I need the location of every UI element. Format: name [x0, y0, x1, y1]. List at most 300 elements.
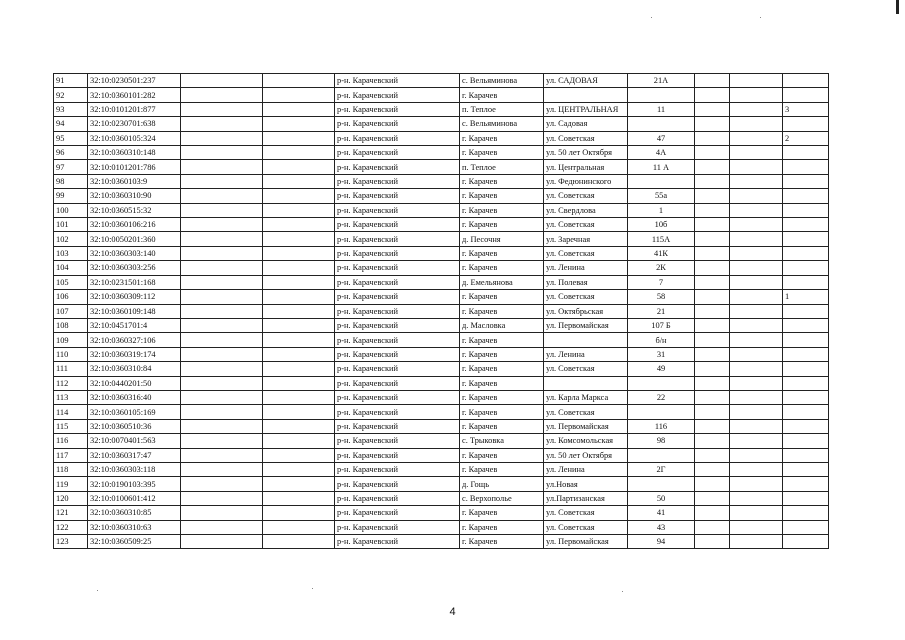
empty-cell — [263, 261, 335, 275]
house-number: 49 — [628, 362, 695, 376]
district: р-н. Карачевский — [335, 362, 460, 376]
street: ул. Свердлова — [544, 203, 628, 217]
empty-cell — [695, 462, 730, 476]
empty-cell — [695, 189, 730, 203]
empty-cell — [263, 232, 335, 246]
empty-cell — [263, 290, 335, 304]
scan-speck — [760, 17, 761, 18]
cadastral-number: 32:10:0101201:877 — [88, 102, 181, 116]
empty-cell — [730, 246, 783, 260]
extra-value — [783, 174, 829, 188]
district: р-н. Карачевский — [335, 448, 460, 462]
empty-cell — [263, 434, 335, 448]
empty-cell — [181, 131, 263, 145]
locality: г. Карачев — [460, 333, 544, 347]
table-row — [54, 275, 829, 289]
row-number: 109 — [54, 333, 88, 347]
extra-value — [783, 462, 829, 476]
empty-cell — [181, 520, 263, 534]
empty-cell — [263, 419, 335, 433]
cadastral-number: 32:10:0230501:237 — [88, 74, 181, 88]
empty-cell — [730, 160, 783, 174]
empty-cell — [730, 189, 783, 203]
house-number — [628, 448, 695, 462]
empty-cell — [263, 506, 335, 520]
street: ул. Советская — [544, 520, 628, 534]
extra-value — [783, 491, 829, 505]
street: ул. Советская — [544, 290, 628, 304]
empty-cell — [181, 318, 263, 332]
house-number — [628, 174, 695, 188]
empty-cell — [695, 376, 730, 390]
table-row — [54, 535, 829, 549]
extra-value — [783, 88, 829, 102]
house-number: 50 — [628, 491, 695, 505]
empty-cell — [695, 535, 730, 549]
extra-value — [783, 304, 829, 318]
empty-cell — [695, 333, 730, 347]
row-number: 94 — [54, 117, 88, 131]
empty-cell — [181, 218, 263, 232]
locality: с. Верхополье — [460, 491, 544, 505]
cadastral-number: 32:10:0360510:36 — [88, 419, 181, 433]
empty-cell — [263, 333, 335, 347]
street: ул. Советская — [544, 246, 628, 260]
empty-cell — [181, 246, 263, 260]
street: ул. Первомайская — [544, 318, 628, 332]
cadastral-number: 32:10:0360327:106 — [88, 333, 181, 347]
street: ул. Центральная — [544, 160, 628, 174]
locality: д. Емельянова — [460, 275, 544, 289]
empty-cell — [730, 362, 783, 376]
empty-cell — [730, 74, 783, 88]
house-number: 7 — [628, 275, 695, 289]
district: р-н. Карачевский — [335, 419, 460, 433]
locality: г. Карачев — [460, 290, 544, 304]
empty-cell — [263, 448, 335, 462]
district: р-н. Карачевский — [335, 189, 460, 203]
table-row — [54, 160, 829, 174]
cadastral-number: 32:10:0360105:324 — [88, 131, 181, 145]
house-number: 2К — [628, 261, 695, 275]
locality: г. Карачев — [460, 203, 544, 217]
district: р-н. Карачевский — [335, 376, 460, 390]
empty-cell — [263, 131, 335, 145]
street: ул. Полевая — [544, 275, 628, 289]
locality: г. Карачев — [460, 261, 544, 275]
empty-cell — [695, 117, 730, 131]
street: ул. ЦЕНТРАЛЬНАЯ — [544, 102, 628, 116]
table-row — [54, 477, 829, 491]
row-number: 110 — [54, 347, 88, 361]
empty-cell — [695, 218, 730, 232]
empty-cell — [695, 261, 730, 275]
table-row — [54, 117, 829, 131]
house-number: 98 — [628, 434, 695, 448]
house-number — [628, 376, 695, 390]
empty-cell — [181, 333, 263, 347]
page-number: 4 — [449, 606, 456, 618]
row-number: 92 — [54, 88, 88, 102]
empty-cell — [263, 102, 335, 116]
extra-value — [783, 261, 829, 275]
empty-cell — [730, 203, 783, 217]
row-number: 106 — [54, 290, 88, 304]
street: ул. Комсомольская — [544, 434, 628, 448]
house-number: 1 — [628, 203, 695, 217]
empty-cell — [730, 506, 783, 520]
scan-speck — [651, 17, 652, 18]
empty-cell — [695, 102, 730, 116]
house-number: 41 — [628, 506, 695, 520]
table-row — [54, 448, 829, 462]
street: ул. Федюнинского — [544, 174, 628, 188]
extra-value — [783, 419, 829, 433]
locality: г. Карачев — [460, 520, 544, 534]
empty-cell — [695, 232, 730, 246]
row-number: 119 — [54, 477, 88, 491]
locality: п. Теплое — [460, 102, 544, 116]
extra-value: 1 — [783, 290, 829, 304]
registry-table — [53, 73, 829, 549]
empty-cell — [263, 189, 335, 203]
empty-cell — [695, 290, 730, 304]
extra-value — [783, 203, 829, 217]
empty-cell — [730, 434, 783, 448]
extra-value — [783, 333, 829, 347]
cadastral-number: 32:10:0451701:4 — [88, 318, 181, 332]
cadastral-number: 32:10:0070401:563 — [88, 434, 181, 448]
row-number: 107 — [54, 304, 88, 318]
district: р-н. Карачевский — [335, 203, 460, 217]
house-number: 21 — [628, 304, 695, 318]
table-row — [54, 174, 829, 188]
house-number: 41К — [628, 246, 695, 260]
empty-cell — [730, 232, 783, 246]
extra-value — [783, 448, 829, 462]
row-number: 101 — [54, 218, 88, 232]
district: р-н. Карачевский — [335, 290, 460, 304]
empty-cell — [730, 218, 783, 232]
street: ул. Советская — [544, 189, 628, 203]
cadastral-number: 32:10:0360319:174 — [88, 347, 181, 361]
row-number: 98 — [54, 174, 88, 188]
locality: г. Карачев — [460, 304, 544, 318]
empty-cell — [263, 347, 335, 361]
district: р-н. Карачевский — [335, 174, 460, 188]
empty-cell — [695, 405, 730, 419]
extra-value: 2 — [783, 131, 829, 145]
empty-cell — [181, 189, 263, 203]
district: р-н. Карачевский — [335, 304, 460, 318]
district: р-н. Карачевский — [335, 477, 460, 491]
table-row — [54, 146, 829, 160]
registry-body — [54, 74, 829, 549]
locality: с. Трыковка — [460, 434, 544, 448]
table-row — [54, 304, 829, 318]
cadastral-number: 32:10:0360509:25 — [88, 535, 181, 549]
extra-value — [783, 160, 829, 174]
table-row — [54, 246, 829, 260]
house-number — [628, 477, 695, 491]
empty-cell — [730, 275, 783, 289]
empty-cell — [730, 390, 783, 404]
empty-cell — [730, 333, 783, 347]
empty-cell — [181, 304, 263, 318]
empty-cell — [730, 520, 783, 534]
locality: г. Карачев — [460, 390, 544, 404]
empty-cell — [181, 146, 263, 160]
empty-cell — [181, 477, 263, 491]
district: р-н. Карачевский — [335, 218, 460, 232]
locality: с. Вельяминова — [460, 117, 544, 131]
cadastral-number: 32:10:0050201:360 — [88, 232, 181, 246]
empty-cell — [695, 318, 730, 332]
district: р-н. Карачевский — [335, 74, 460, 88]
table-row — [54, 347, 829, 361]
house-number: 11 А — [628, 160, 695, 174]
house-number: 47 — [628, 131, 695, 145]
scan-speck — [97, 590, 98, 591]
extra-value — [783, 117, 829, 131]
empty-cell — [263, 160, 335, 174]
house-number — [628, 88, 695, 102]
empty-cell — [181, 174, 263, 188]
cadastral-number: 32:10:0190103:395 — [88, 477, 181, 491]
extra-value — [783, 376, 829, 390]
district: р-н. Карачевский — [335, 131, 460, 145]
district: р-н. Карачевский — [335, 491, 460, 505]
empty-cell — [263, 203, 335, 217]
house-number: 11 — [628, 102, 695, 116]
cadastral-number: 32:10:0360105:169 — [88, 405, 181, 419]
street — [544, 333, 628, 347]
empty-cell — [730, 448, 783, 462]
row-number: 96 — [54, 146, 88, 160]
table-row — [54, 290, 829, 304]
empty-cell — [263, 462, 335, 476]
extra-value — [783, 146, 829, 160]
empty-cell — [730, 174, 783, 188]
empty-cell — [695, 491, 730, 505]
empty-cell — [181, 261, 263, 275]
district: р-н. Карачевский — [335, 405, 460, 419]
district: р-н. Карачевский — [335, 535, 460, 549]
extra-value — [783, 246, 829, 260]
house-number: 115А — [628, 232, 695, 246]
row-number: 95 — [54, 131, 88, 145]
street: ул. Советская — [544, 506, 628, 520]
empty-cell — [181, 390, 263, 404]
locality: с. Вельяминова — [460, 74, 544, 88]
locality: г. Карачев — [460, 419, 544, 433]
table-row — [54, 362, 829, 376]
street: ул. Ленина — [544, 462, 628, 476]
empty-cell — [263, 318, 335, 332]
district: р-н. Карачевский — [335, 520, 460, 534]
house-number: 55а — [628, 189, 695, 203]
cadastral-number: 32:10:0360310:63 — [88, 520, 181, 534]
empty-cell — [263, 390, 335, 404]
extra-value — [783, 506, 829, 520]
cadastral-number: 32:10:0360303:256 — [88, 261, 181, 275]
empty-cell — [695, 131, 730, 145]
empty-cell — [263, 491, 335, 505]
extra-value — [783, 347, 829, 361]
extra-value — [783, 218, 829, 232]
cadastral-number: 32:10:0360101:282 — [88, 88, 181, 102]
empty-cell — [695, 246, 730, 260]
empty-cell — [263, 376, 335, 390]
locality: г. Карачев — [460, 506, 544, 520]
empty-cell — [181, 232, 263, 246]
empty-cell — [695, 203, 730, 217]
empty-cell — [181, 405, 263, 419]
street: ул. Ленина — [544, 261, 628, 275]
cadastral-number: 32:10:0360316:40 — [88, 390, 181, 404]
extra-value — [783, 434, 829, 448]
empty-cell — [695, 448, 730, 462]
house-number: 2Г — [628, 462, 695, 476]
locality: г. Карачев — [460, 376, 544, 390]
extra-value — [783, 520, 829, 534]
district: р-н. Карачевский — [335, 347, 460, 361]
empty-cell — [181, 419, 263, 433]
empty-cell — [181, 347, 263, 361]
house-number: 107 Б — [628, 318, 695, 332]
empty-cell — [730, 491, 783, 505]
empty-cell — [730, 102, 783, 116]
table-row — [54, 189, 829, 203]
extra-value: 3 — [783, 102, 829, 116]
extra-value — [783, 318, 829, 332]
empty-cell — [730, 146, 783, 160]
locality: п. Теплое — [460, 160, 544, 174]
row-number: 93 — [54, 102, 88, 116]
empty-cell — [181, 506, 263, 520]
district: р-н. Карачевский — [335, 333, 460, 347]
empty-cell — [263, 275, 335, 289]
cadastral-number: 32:10:0230701:638 — [88, 117, 181, 131]
table-row — [54, 74, 829, 88]
empty-cell — [695, 477, 730, 491]
cadastral-number: 32:10:0440201:50 — [88, 376, 181, 390]
row-number: 97 — [54, 160, 88, 174]
cadastral-number: 32:10:0360310:148 — [88, 146, 181, 160]
cadastral-number: 32:10:0360310:85 — [88, 506, 181, 520]
table-row — [54, 218, 829, 232]
district: р-н. Карачевский — [335, 318, 460, 332]
empty-cell — [263, 520, 335, 534]
empty-cell — [181, 376, 263, 390]
locality: д. Гощь — [460, 477, 544, 491]
house-number: б/н — [628, 333, 695, 347]
row-number: 105 — [54, 275, 88, 289]
cadastral-number: 32:10:0360303:118 — [88, 462, 181, 476]
house-number — [628, 117, 695, 131]
street: ул. Карла Маркса — [544, 390, 628, 404]
empty-cell — [181, 203, 263, 217]
street: ул. Советская — [544, 405, 628, 419]
street: ул. Октябрьская — [544, 304, 628, 318]
locality: г. Карачев — [460, 362, 544, 376]
street — [544, 376, 628, 390]
district: р-н. Карачевский — [335, 261, 460, 275]
empty-cell — [181, 290, 263, 304]
district: р-н. Карачевский — [335, 506, 460, 520]
extra-value — [783, 405, 829, 419]
extra-value — [783, 232, 829, 246]
empty-cell — [730, 117, 783, 131]
locality: д. Масловка — [460, 318, 544, 332]
scan-speck — [312, 588, 313, 589]
empty-cell — [181, 462, 263, 476]
empty-cell — [695, 362, 730, 376]
table-row — [54, 102, 829, 116]
empty-cell — [730, 419, 783, 433]
table-row — [54, 520, 829, 534]
empty-cell — [181, 88, 263, 102]
empty-cell — [695, 160, 730, 174]
table-row — [54, 333, 829, 347]
locality: г. Карачев — [460, 131, 544, 145]
empty-cell — [695, 74, 730, 88]
cadastral-number: 32:10:0360310:84 — [88, 362, 181, 376]
row-number: 122 — [54, 520, 88, 534]
house-number: 31 — [628, 347, 695, 361]
empty-cell — [730, 131, 783, 145]
locality: г. Карачев — [460, 146, 544, 160]
row-number: 121 — [54, 506, 88, 520]
empty-cell — [181, 275, 263, 289]
empty-cell — [695, 390, 730, 404]
empty-cell — [263, 477, 335, 491]
empty-cell — [695, 520, 730, 534]
street: ул. Советская — [544, 131, 628, 145]
cadastral-number: 32:10:0360515:32 — [88, 203, 181, 217]
row-number: 99 — [54, 189, 88, 203]
empty-cell — [181, 448, 263, 462]
street: ул. Советская — [544, 362, 628, 376]
street: ул. Первомайская — [544, 419, 628, 433]
empty-cell — [695, 88, 730, 102]
empty-cell — [181, 74, 263, 88]
extra-value — [783, 390, 829, 404]
empty-cell — [263, 362, 335, 376]
house-number: 4А — [628, 146, 695, 160]
table-row — [54, 434, 829, 448]
street: ул. САДОВАЯ — [544, 74, 628, 88]
street: ул. 50 лет Октября — [544, 146, 628, 160]
district: р-н. Карачевский — [335, 275, 460, 289]
cadastral-number: 32:10:0360303:140 — [88, 246, 181, 260]
empty-cell — [695, 146, 730, 160]
empty-cell — [695, 174, 730, 188]
extra-value — [783, 275, 829, 289]
house-number: 116 — [628, 419, 695, 433]
empty-cell — [181, 102, 263, 116]
house-number: 58 — [628, 290, 695, 304]
table-row — [54, 376, 829, 390]
cadastral-number: 32:10:0360310:90 — [88, 189, 181, 203]
empty-cell — [263, 304, 335, 318]
empty-cell — [263, 218, 335, 232]
empty-cell — [181, 362, 263, 376]
street: ул. Советская — [544, 218, 628, 232]
empty-cell — [263, 246, 335, 260]
cadastral-number: 32:10:0360106:216 — [88, 218, 181, 232]
empty-cell — [181, 160, 263, 174]
